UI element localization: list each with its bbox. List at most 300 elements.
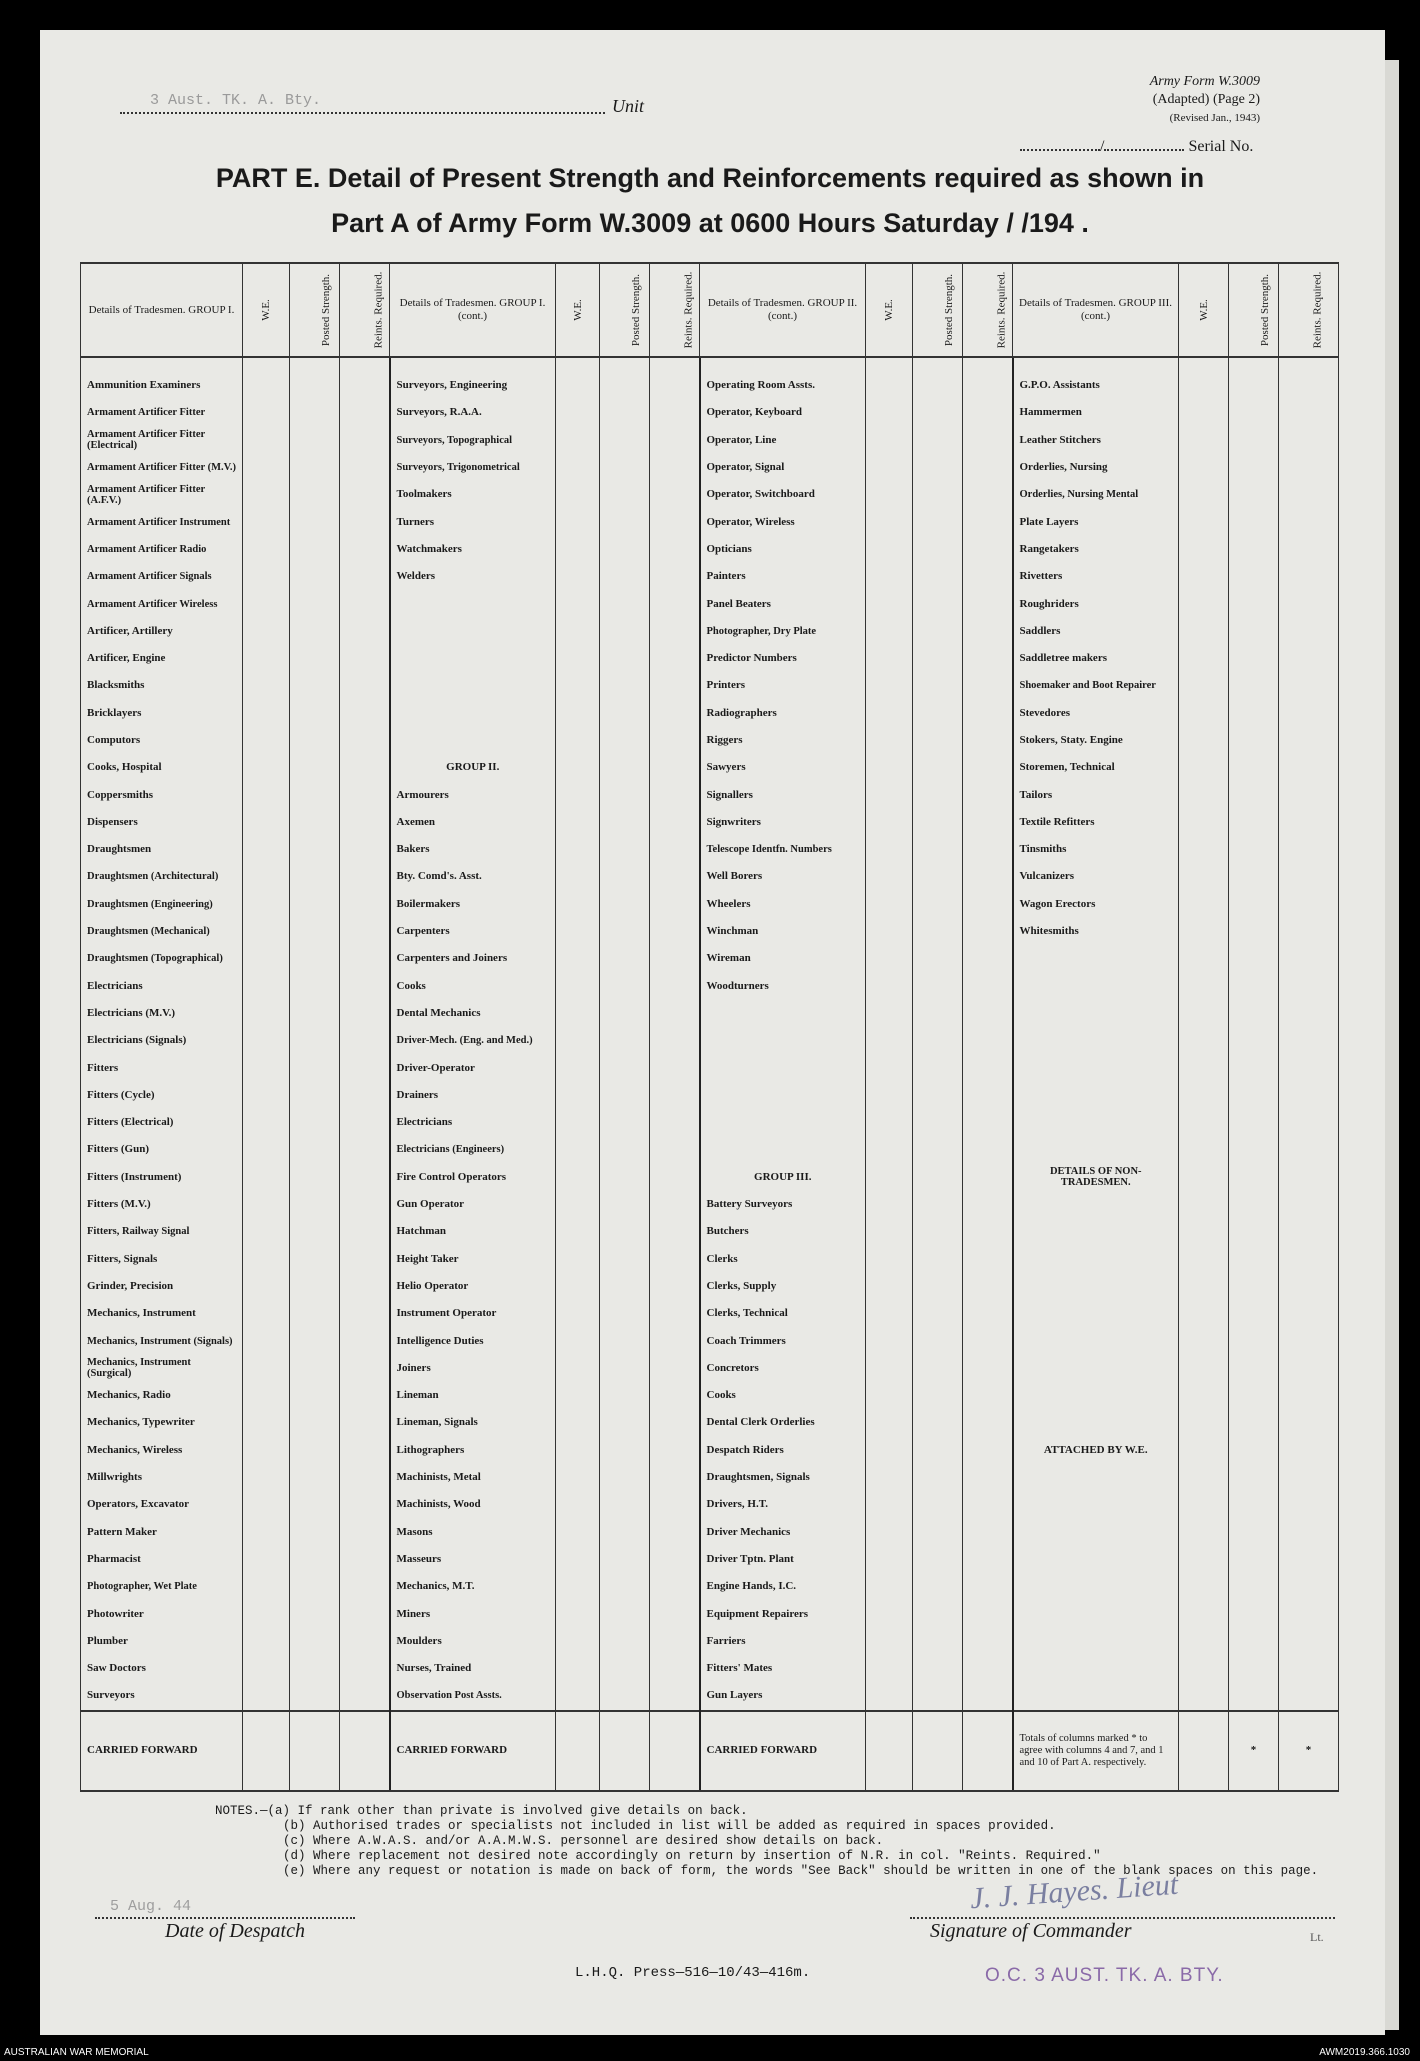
- reints-cell[interactable]: [1279, 1464, 1339, 1491]
- posted-cell[interactable]: [913, 645, 963, 672]
- posted-cell[interactable]: [913, 1464, 963, 1491]
- reints-cell[interactable]: [1279, 1136, 1339, 1163]
- reints-cell[interactable]: [650, 1409, 700, 1436]
- posted-cell[interactable]: [290, 1054, 340, 1081]
- posted-cell[interactable]: [290, 618, 340, 645]
- we-cell[interactable]: [1179, 1682, 1229, 1710]
- reints-cell[interactable]: [963, 563, 1013, 590]
- reints-cell[interactable]: [1279, 918, 1339, 945]
- reints-cell[interactable]: [963, 1273, 1013, 1300]
- we-cell[interactable]: [556, 1437, 600, 1464]
- we-cell[interactable]: [866, 536, 913, 563]
- we-cell[interactable]: [556, 1136, 600, 1163]
- we-cell[interactable]: [556, 1273, 600, 1300]
- posted-cell[interactable]: [1229, 809, 1279, 836]
- reints-cell[interactable]: [650, 836, 700, 863]
- reints-cell[interactable]: [650, 1655, 700, 1682]
- posted-cell[interactable]: [1229, 754, 1279, 781]
- posted-cell[interactable]: [600, 1464, 650, 1491]
- reints-cell[interactable]: [340, 1409, 390, 1436]
- reints-cell[interactable]: [963, 945, 1013, 972]
- reints-cell[interactable]: [340, 1273, 390, 1300]
- we-cell[interactable]: [1179, 1628, 1229, 1655]
- posted-cell[interactable]: [600, 1246, 650, 1273]
- we-cell[interactable]: [243, 1300, 290, 1327]
- we-cell[interactable]: [866, 672, 913, 699]
- we-cell[interactable]: [1179, 1218, 1229, 1245]
- posted-cell[interactable]: [290, 918, 340, 945]
- reints-cell[interactable]: [963, 1109, 1013, 1136]
- reints-cell[interactable]: [340, 1491, 390, 1518]
- we-cell[interactable]: [1179, 700, 1229, 727]
- reints-cell[interactable]: [650, 590, 700, 617]
- posted-cell[interactable]: [290, 1027, 340, 1054]
- we-cell[interactable]: [243, 809, 290, 836]
- we-cell[interactable]: [556, 536, 600, 563]
- we-cell[interactable]: [556, 645, 600, 672]
- we-cell[interactable]: [866, 399, 913, 426]
- posted-cell[interactable]: [600, 1191, 650, 1218]
- posted-cell[interactable]: [1229, 563, 1279, 590]
- posted-cell[interactable]: [1229, 536, 1279, 563]
- reints-cell[interactable]: [650, 1136, 700, 1163]
- we-cell[interactable]: [556, 672, 600, 699]
- posted-cell[interactable]: [1229, 454, 1279, 481]
- we-cell[interactable]: [556, 1054, 600, 1081]
- reints-cell[interactable]: [650, 973, 700, 1000]
- we-cell[interactable]: [1179, 1191, 1229, 1218]
- posted-cell[interactable]: [600, 454, 650, 481]
- posted-cell[interactable]: [1229, 1246, 1279, 1273]
- reints-cell[interactable]: [963, 1000, 1013, 1027]
- reints-cell[interactable]: [340, 891, 390, 918]
- reints-cell[interactable]: [340, 1355, 390, 1382]
- reints-cell[interactable]: [340, 1573, 390, 1600]
- we-cell[interactable]: [243, 481, 290, 508]
- reints-cell[interactable]: [650, 1682, 700, 1710]
- we-cell[interactable]: [866, 863, 913, 890]
- posted-cell[interactable]: [1229, 1327, 1279, 1354]
- reints-cell[interactable]: [340, 645, 390, 672]
- posted-cell[interactable]: [290, 973, 340, 1000]
- we-cell[interactable]: [556, 1464, 600, 1491]
- reints-cell[interactable]: [963, 454, 1013, 481]
- posted-cell[interactable]: [290, 754, 340, 781]
- posted-cell[interactable]: [600, 918, 650, 945]
- reints-cell[interactable]: [963, 372, 1013, 399]
- posted-cell[interactable]: [913, 1355, 963, 1382]
- we-cell[interactable]: [556, 973, 600, 1000]
- we-cell[interactable]: [556, 945, 600, 972]
- we-cell[interactable]: [243, 1518, 290, 1545]
- we-cell[interactable]: [243, 700, 290, 727]
- reints-cell[interactable]: [963, 1355, 1013, 1382]
- we-cell[interactable]: [243, 672, 290, 699]
- reints-cell[interactable]: [1279, 1082, 1339, 1109]
- reints-cell[interactable]: [1279, 973, 1339, 1000]
- reints-cell[interactable]: [1279, 1054, 1339, 1081]
- reints-cell[interactable]: [340, 1546, 390, 1573]
- posted-cell[interactable]: [290, 727, 340, 754]
- posted-cell[interactable]: [1229, 1273, 1279, 1300]
- posted-cell[interactable]: [913, 1246, 963, 1273]
- posted-cell[interactable]: [913, 1218, 963, 1245]
- reints-cell[interactable]: [963, 508, 1013, 535]
- we-cell[interactable]: [866, 1382, 913, 1409]
- posted-cell[interactable]: [913, 672, 963, 699]
- reints-cell[interactable]: [650, 1218, 700, 1245]
- posted-cell[interactable]: [1229, 1518, 1279, 1545]
- posted-cell[interactable]: [1229, 1164, 1279, 1191]
- posted-cell[interactable]: [913, 508, 963, 535]
- we-cell[interactable]: [243, 1491, 290, 1518]
- posted-cell[interactable]: [290, 454, 340, 481]
- posted-cell[interactable]: [600, 1136, 650, 1163]
- posted-cell[interactable]: [1229, 1191, 1279, 1218]
- reints-cell[interactable]: [963, 1464, 1013, 1491]
- we-cell[interactable]: [1179, 1546, 1229, 1573]
- we-cell[interactable]: [556, 836, 600, 863]
- reints-cell[interactable]: [650, 1600, 700, 1627]
- reints-cell[interactable]: [963, 536, 1013, 563]
- posted-cell[interactable]: [290, 481, 340, 508]
- reints-cell[interactable]: [650, 454, 700, 481]
- we-cell[interactable]: [243, 1000, 290, 1027]
- reints-cell[interactable]: [1279, 1682, 1339, 1710]
- reints-cell[interactable]: [1279, 590, 1339, 617]
- posted-cell[interactable]: [913, 1491, 963, 1518]
- posted-cell[interactable]: [290, 1082, 340, 1109]
- posted-cell[interactable]: [1229, 1600, 1279, 1627]
- reints-cell[interactable]: [963, 1136, 1013, 1163]
- reints-cell[interactable]: [1279, 563, 1339, 590]
- posted-cell[interactable]: [290, 590, 340, 617]
- posted-cell[interactable]: [913, 454, 963, 481]
- reints-cell[interactable]: [650, 1246, 700, 1273]
- we-cell[interactable]: [556, 618, 600, 645]
- reints-cell[interactable]: [1279, 1246, 1339, 1273]
- reints-cell[interactable]: [340, 1437, 390, 1464]
- posted-cell[interactable]: [1229, 1218, 1279, 1245]
- reints-cell[interactable]: [340, 1164, 390, 1191]
- we-cell[interactable]: [556, 454, 600, 481]
- posted-cell[interactable]: [913, 1573, 963, 1600]
- we-cell[interactable]: [1179, 1464, 1229, 1491]
- posted-cell[interactable]: [290, 1000, 340, 1027]
- we-cell[interactable]: [866, 700, 913, 727]
- reints-cell[interactable]: [650, 481, 700, 508]
- we-cell[interactable]: [1179, 1000, 1229, 1027]
- reints-cell[interactable]: [963, 618, 1013, 645]
- reints-cell[interactable]: [963, 863, 1013, 890]
- reints-cell[interactable]: [963, 672, 1013, 699]
- reints-cell[interactable]: [650, 1082, 700, 1109]
- reints-cell[interactable]: [650, 1300, 700, 1327]
- reints-cell[interactable]: [340, 372, 390, 399]
- we-cell[interactable]: [556, 372, 600, 399]
- posted-cell[interactable]: [600, 1409, 650, 1436]
- reints-cell[interactable]: [963, 1518, 1013, 1545]
- posted-cell[interactable]: [600, 1546, 650, 1573]
- reints-cell[interactable]: [1279, 1655, 1339, 1682]
- reints-cell[interactable]: [340, 809, 390, 836]
- we-cell[interactable]: [1179, 399, 1229, 426]
- reints-cell[interactable]: [1279, 1164, 1339, 1191]
- we-cell[interactable]: [1179, 618, 1229, 645]
- posted-cell[interactable]: [1229, 1300, 1279, 1327]
- we-cell[interactable]: [1179, 481, 1229, 508]
- reints-cell[interactable]: [340, 1027, 390, 1054]
- posted-cell[interactable]: [290, 1600, 340, 1627]
- we-cell[interactable]: [556, 918, 600, 945]
- posted-cell[interactable]: [913, 781, 963, 808]
- we-cell[interactable]: [556, 1300, 600, 1327]
- reints-cell[interactable]: [1279, 1546, 1339, 1573]
- posted-cell[interactable]: [1229, 1355, 1279, 1382]
- we-cell[interactable]: [243, 781, 290, 808]
- posted-cell[interactable]: [913, 1628, 963, 1655]
- we-cell[interactable]: [866, 1491, 913, 1518]
- posted-cell[interactable]: [290, 399, 340, 426]
- reints-cell[interactable]: [963, 836, 1013, 863]
- we-cell[interactable]: [866, 809, 913, 836]
- posted-cell[interactable]: [290, 1437, 340, 1464]
- reints-cell[interactable]: [340, 1518, 390, 1545]
- reints-cell[interactable]: [650, 1518, 700, 1545]
- reints-cell[interactable]: [963, 1491, 1013, 1518]
- we-cell[interactable]: [243, 1409, 290, 1436]
- posted-cell[interactable]: [600, 1164, 650, 1191]
- we-cell[interactable]: [866, 1054, 913, 1081]
- posted-cell[interactable]: [1229, 590, 1279, 617]
- posted-cell[interactable]: [1229, 1628, 1279, 1655]
- posted-cell[interactable]: [913, 372, 963, 399]
- posted-cell[interactable]: [913, 1109, 963, 1136]
- reints-cell[interactable]: [340, 781, 390, 808]
- we-cell[interactable]: [243, 454, 290, 481]
- we-cell[interactable]: [1179, 1491, 1229, 1518]
- posted-cell[interactable]: [600, 1273, 650, 1300]
- posted-cell[interactable]: [1229, 1682, 1279, 1710]
- reints-cell[interactable]: [340, 399, 390, 426]
- posted-cell[interactable]: [600, 973, 650, 1000]
- reints-cell[interactable]: [1279, 781, 1339, 808]
- posted-cell[interactable]: [600, 1628, 650, 1655]
- posted-cell[interactable]: [913, 1546, 963, 1573]
- posted-cell[interactable]: [290, 1109, 340, 1136]
- posted-cell[interactable]: [913, 945, 963, 972]
- we-cell[interactable]: [243, 727, 290, 754]
- reints-cell[interactable]: [340, 1218, 390, 1245]
- reints-cell[interactable]: [1279, 1409, 1339, 1436]
- reints-cell[interactable]: [340, 1600, 390, 1627]
- posted-cell[interactable]: [913, 1437, 963, 1464]
- reints-cell[interactable]: [650, 1628, 700, 1655]
- we-cell[interactable]: [243, 508, 290, 535]
- we-cell[interactable]: [556, 590, 600, 617]
- we-cell[interactable]: [866, 1628, 913, 1655]
- we-cell[interactable]: [243, 1628, 290, 1655]
- posted-cell[interactable]: [913, 863, 963, 890]
- posted-cell[interactable]: [600, 399, 650, 426]
- we-cell[interactable]: [866, 1191, 913, 1218]
- reints-cell[interactable]: [1279, 1027, 1339, 1054]
- we-cell[interactable]: [866, 1655, 913, 1682]
- we-cell[interactable]: [556, 508, 600, 535]
- reints-cell[interactable]: [650, 727, 700, 754]
- reints-cell[interactable]: [340, 945, 390, 972]
- reints-cell[interactable]: [963, 1218, 1013, 1245]
- reints-cell[interactable]: [1279, 645, 1339, 672]
- posted-cell[interactable]: [290, 427, 340, 454]
- reints-cell[interactable]: [1279, 672, 1339, 699]
- posted-cell[interactable]: [913, 481, 963, 508]
- reints-cell[interactable]: [1279, 454, 1339, 481]
- reints-cell[interactable]: [1279, 1191, 1339, 1218]
- posted-cell[interactable]: [1229, 1655, 1279, 1682]
- reints-cell[interactable]: [340, 1655, 390, 1682]
- posted-cell[interactable]: [600, 563, 650, 590]
- posted-cell[interactable]: [600, 645, 650, 672]
- posted-cell[interactable]: [1229, 1109, 1279, 1136]
- we-cell[interactable]: [243, 1546, 290, 1573]
- we-cell[interactable]: [556, 863, 600, 890]
- we-cell[interactable]: [243, 754, 290, 781]
- we-cell[interactable]: [556, 1327, 600, 1354]
- we-cell[interactable]: [866, 918, 913, 945]
- reints-cell[interactable]: [340, 1300, 390, 1327]
- posted-cell[interactable]: [600, 1054, 650, 1081]
- we-cell[interactable]: [866, 1246, 913, 1273]
- reints-cell[interactable]: [650, 1327, 700, 1354]
- we-cell[interactable]: [243, 863, 290, 890]
- reints-cell[interactable]: [340, 1464, 390, 1491]
- posted-cell[interactable]: [600, 1027, 650, 1054]
- we-cell[interactable]: [243, 1355, 290, 1382]
- we-cell[interactable]: [556, 481, 600, 508]
- we-cell[interactable]: [866, 563, 913, 590]
- reints-cell[interactable]: [340, 1327, 390, 1354]
- we-cell[interactable]: [866, 781, 913, 808]
- we-cell[interactable]: [1179, 1300, 1229, 1327]
- reints-cell[interactable]: [1279, 1600, 1339, 1627]
- reints-cell[interactable]: [1279, 508, 1339, 535]
- we-cell[interactable]: [243, 1464, 290, 1491]
- reints-cell[interactable]: [963, 809, 1013, 836]
- reints-cell[interactable]: [1279, 1000, 1339, 1027]
- reints-cell[interactable]: [1279, 1573, 1339, 1600]
- we-cell[interactable]: [556, 1655, 600, 1682]
- posted-cell[interactable]: [290, 863, 340, 890]
- reints-cell[interactable]: [1279, 891, 1339, 918]
- posted-cell[interactable]: [913, 563, 963, 590]
- we-cell[interactable]: [866, 1437, 913, 1464]
- we-cell[interactable]: [1179, 563, 1229, 590]
- reints-cell[interactable]: [963, 427, 1013, 454]
- we-cell[interactable]: [866, 590, 913, 617]
- posted-cell[interactable]: [600, 863, 650, 890]
- reints-cell[interactable]: [963, 1082, 1013, 1109]
- posted-cell[interactable]: [290, 1218, 340, 1245]
- reints-cell[interactable]: [963, 590, 1013, 617]
- reints-cell[interactable]: [1279, 727, 1339, 754]
- we-cell[interactable]: [1179, 1164, 1229, 1191]
- posted-cell[interactable]: [1229, 945, 1279, 972]
- reints-cell[interactable]: [1279, 1109, 1339, 1136]
- posted-cell[interactable]: [290, 1573, 340, 1600]
- we-cell[interactable]: [556, 427, 600, 454]
- we-cell[interactable]: [556, 1246, 600, 1273]
- reints-cell[interactable]: [650, 1437, 700, 1464]
- reints-cell[interactable]: [963, 700, 1013, 727]
- posted-cell[interactable]: [290, 1355, 340, 1382]
- we-cell[interactable]: [556, 727, 600, 754]
- reints-cell[interactable]: [340, 536, 390, 563]
- posted-cell[interactable]: [913, 1409, 963, 1436]
- we-cell[interactable]: [556, 1518, 600, 1545]
- we-cell[interactable]: [243, 618, 290, 645]
- we-cell[interactable]: [866, 1027, 913, 1054]
- we-cell[interactable]: [1179, 536, 1229, 563]
- posted-cell[interactable]: [913, 1682, 963, 1710]
- reints-cell[interactable]: [1279, 1300, 1339, 1327]
- posted-cell[interactable]: [1229, 618, 1279, 645]
- posted-cell[interactable]: [290, 836, 340, 863]
- reints-cell[interactable]: [650, 1382, 700, 1409]
- posted-cell[interactable]: [600, 1600, 650, 1627]
- we-cell[interactable]: [866, 1355, 913, 1382]
- reints-cell[interactable]: [340, 563, 390, 590]
- posted-cell[interactable]: [600, 1437, 650, 1464]
- we-cell[interactable]: [866, 372, 913, 399]
- reints-cell[interactable]: [963, 1655, 1013, 1682]
- posted-cell[interactable]: [1229, 1437, 1279, 1464]
- reints-cell[interactable]: [963, 1246, 1013, 1273]
- reints-cell[interactable]: [650, 700, 700, 727]
- we-cell[interactable]: [556, 1409, 600, 1436]
- we-cell[interactable]: [243, 1327, 290, 1354]
- reints-cell[interactable]: [340, 1628, 390, 1655]
- reints-cell[interactable]: [963, 1327, 1013, 1354]
- reints-cell[interactable]: [650, 508, 700, 535]
- reints-cell[interactable]: [963, 1054, 1013, 1081]
- reints-cell[interactable]: [340, 1682, 390, 1710]
- posted-cell[interactable]: [290, 891, 340, 918]
- reints-cell[interactable]: [650, 372, 700, 399]
- we-cell[interactable]: [1179, 1027, 1229, 1054]
- posted-cell[interactable]: [1229, 1136, 1279, 1163]
- reints-cell[interactable]: [1279, 945, 1339, 972]
- we-cell[interactable]: [1179, 1518, 1229, 1545]
- posted-cell[interactable]: [600, 1518, 650, 1545]
- we-cell[interactable]: [1179, 427, 1229, 454]
- reints-cell[interactable]: [650, 1027, 700, 1054]
- reints-cell[interactable]: [650, 1546, 700, 1573]
- posted-cell[interactable]: [913, 1600, 963, 1627]
- posted-cell[interactable]: [1229, 399, 1279, 426]
- we-cell[interactable]: [556, 563, 600, 590]
- posted-cell[interactable]: [913, 536, 963, 563]
- posted-cell[interactable]: [600, 809, 650, 836]
- posted-cell[interactable]: [1229, 1546, 1279, 1573]
- we-cell[interactable]: [1179, 945, 1229, 972]
- posted-cell[interactable]: [913, 1164, 963, 1191]
- posted-cell[interactable]: [1229, 918, 1279, 945]
- reints-cell[interactable]: [650, 1464, 700, 1491]
- we-cell[interactable]: [556, 1491, 600, 1518]
- posted-cell[interactable]: [1229, 427, 1279, 454]
- posted-cell[interactable]: [913, 1191, 963, 1218]
